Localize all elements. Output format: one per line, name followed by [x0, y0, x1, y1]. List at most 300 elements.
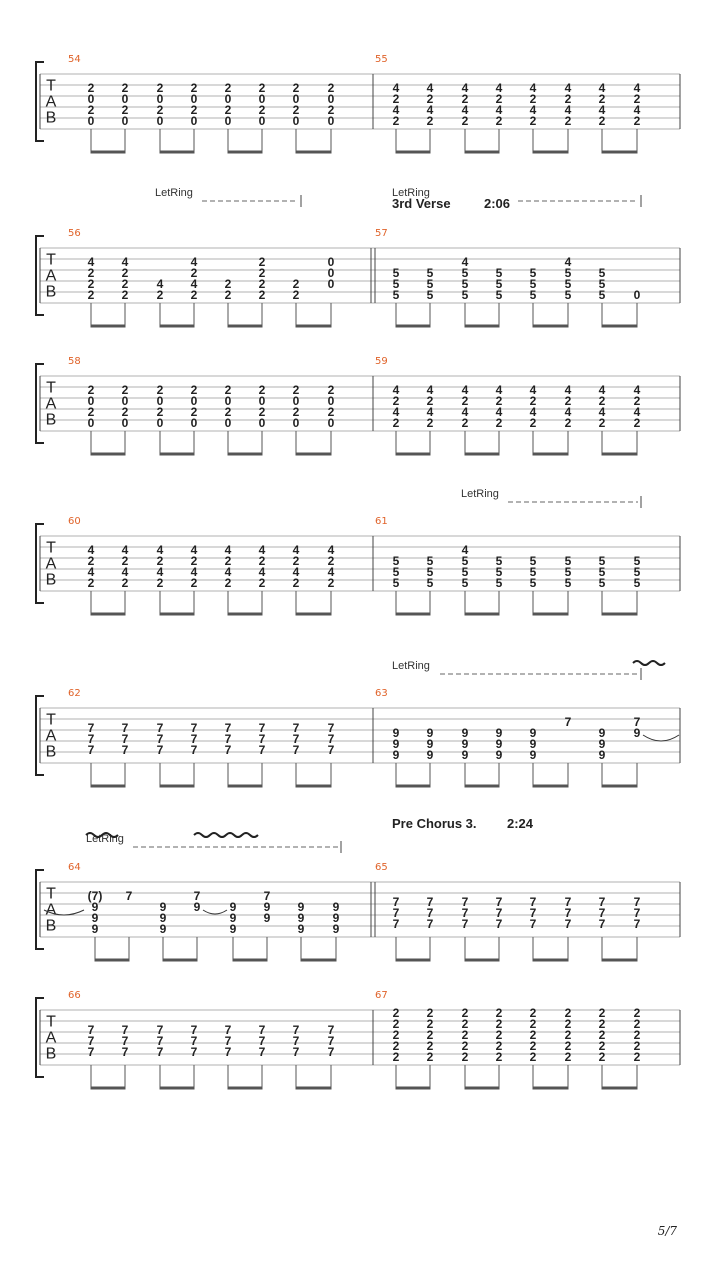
- fret-number: 0: [633, 288, 641, 302]
- fret-number: 7: [156, 732, 164, 746]
- fret-number: 2: [292, 277, 300, 291]
- fret-number: 9: [461, 737, 469, 751]
- fret-number: 5: [426, 277, 434, 291]
- fret-number: 0: [190, 92, 198, 106]
- fret-number: 2: [529, 1039, 537, 1053]
- fret-number: 0: [87, 114, 95, 128]
- tab-clef-letter: A: [45, 1029, 57, 1047]
- fret-number: 2: [529, 416, 537, 430]
- fret-number: 4: [190, 255, 198, 269]
- tab-clef-letter: T: [46, 539, 56, 557]
- fret-number: 9: [159, 900, 167, 914]
- fret-number: 2: [224, 288, 232, 302]
- fret-number: 2: [87, 288, 95, 302]
- fret-number: 4: [292, 565, 300, 579]
- fret-number: 4: [461, 255, 469, 269]
- fret-number: 9: [263, 911, 271, 925]
- fret-number: 2: [224, 554, 232, 568]
- tab-clef-letter: T: [46, 379, 56, 397]
- fret-number: 2: [121, 288, 129, 302]
- fret-number: 0: [87, 92, 95, 106]
- measure-number: 55: [375, 54, 388, 65]
- fret-number: 7: [156, 1045, 164, 1059]
- fret-number: 7: [263, 889, 271, 903]
- fret-number: 7: [598, 895, 606, 909]
- fret-number: 5: [598, 554, 606, 568]
- fret-number: 2: [121, 405, 129, 419]
- fret-number: 9: [332, 911, 340, 925]
- fret-number: 5: [392, 277, 400, 291]
- fret-number: 0: [258, 416, 266, 430]
- fret-number: 2: [156, 383, 164, 397]
- fret-number: 2: [529, 1050, 537, 1064]
- fret-number: 7: [564, 715, 572, 729]
- fret-number: 0: [224, 92, 232, 106]
- fret-number: 2: [633, 114, 641, 128]
- fret-number: 7: [461, 906, 469, 920]
- fret-number: 2: [258, 103, 266, 117]
- fret-number: 9: [297, 911, 305, 925]
- fret-number: 4: [529, 103, 537, 117]
- tab-clef-letter: A: [45, 901, 57, 919]
- fret-number: 2: [224, 81, 232, 95]
- fret-number: 2: [327, 405, 335, 419]
- fret-number: 0: [327, 416, 335, 430]
- fret-number: 2: [564, 1050, 572, 1064]
- fret-number: 7: [224, 1023, 232, 1037]
- fret-number: 2: [87, 383, 95, 397]
- fret-number: 7: [461, 917, 469, 931]
- fret-number: 0: [327, 394, 335, 408]
- fret-number: 7: [495, 895, 503, 909]
- fret-number: 4: [633, 405, 641, 419]
- fret-number: 9: [91, 911, 99, 925]
- fret-number: 9: [495, 748, 503, 762]
- measure-number: 65: [375, 862, 388, 873]
- fret-number: 9: [263, 900, 271, 914]
- fret-number: 0: [121, 416, 129, 430]
- fret-number: 7: [190, 1034, 198, 1048]
- fret-number: 2: [121, 81, 129, 95]
- tab-clef-letter: A: [45, 395, 57, 413]
- let-ring-label: LetRing: [155, 187, 193, 199]
- fret-number: 2: [461, 114, 469, 128]
- section-title: Pre Chorus 3.: [392, 816, 477, 831]
- fret-number: 5: [564, 277, 572, 291]
- fret-number: 7: [529, 906, 537, 920]
- fret-number: 4: [121, 565, 129, 579]
- fret-number: 0: [156, 394, 164, 408]
- fret-number: 5: [495, 565, 503, 579]
- fret-number: 2: [190, 103, 198, 117]
- fret-number: 4: [87, 543, 95, 557]
- fret-number: 7: [87, 732, 95, 746]
- fret-number: 7: [461, 895, 469, 909]
- tab-system-6: [36, 816, 680, 960]
- fret-number: 2: [292, 103, 300, 117]
- page-number: 5/7: [657, 1224, 677, 1238]
- fret-number: 0: [224, 416, 232, 430]
- fret-number: 7: [121, 1023, 129, 1037]
- fret-number: 2: [426, 114, 434, 128]
- measure-number: 64: [68, 862, 81, 873]
- fret-number: 7: [292, 743, 300, 757]
- fret-number: 4: [156, 277, 164, 291]
- fret-number: 7: [190, 732, 198, 746]
- tab-system-7: [36, 990, 680, 1088]
- fret-number: 0: [224, 394, 232, 408]
- fret-number: 5: [495, 266, 503, 280]
- fret-number: 2: [461, 1039, 469, 1053]
- fret-number: 2: [258, 288, 266, 302]
- fret-number: 9: [91, 900, 99, 914]
- fret-number: 2: [156, 81, 164, 95]
- fret-number: 7: [224, 721, 232, 735]
- fret-number: 7: [258, 1023, 266, 1037]
- fret-number: 2: [598, 1028, 606, 1042]
- fret-number: 2: [598, 92, 606, 106]
- fret-number: 2: [598, 394, 606, 408]
- fret-number: 9: [297, 922, 305, 936]
- fret-number: 4: [461, 81, 469, 95]
- fret-number: 7: [392, 917, 400, 931]
- fret-number: 2: [121, 554, 129, 568]
- fret-number: 9: [598, 726, 606, 740]
- fret-number: 7: [327, 1034, 335, 1048]
- fret-number: 5: [529, 277, 537, 291]
- fret-number: 5: [392, 576, 400, 590]
- fret-number: 0: [327, 114, 335, 128]
- fret-number: 7: [327, 1045, 335, 1059]
- fret-number: 2: [461, 1006, 469, 1020]
- measure-number: 59: [375, 356, 388, 367]
- fret-number: 9: [495, 726, 503, 740]
- fret-number: 2: [495, 1050, 503, 1064]
- fret-number: 5: [598, 565, 606, 579]
- tab-clef-letter: A: [45, 727, 57, 745]
- let-ring-label: LetRing: [392, 660, 430, 672]
- fret-number: 5: [461, 288, 469, 302]
- fret-number: 2: [495, 1028, 503, 1042]
- fret-number: 7: [292, 732, 300, 746]
- fret-number: 9: [392, 748, 400, 762]
- fret-number: 5: [633, 554, 641, 568]
- fret-number: 5: [426, 565, 434, 579]
- fret-number: 0: [258, 114, 266, 128]
- fret-number: 2: [564, 92, 572, 106]
- fret-number: 4: [392, 405, 400, 419]
- fret-number: 5: [392, 554, 400, 568]
- fret-number: 0: [87, 394, 95, 408]
- fret-number: 5: [564, 554, 572, 568]
- measure-number: 66: [68, 990, 81, 1001]
- fret-number: 5: [495, 288, 503, 302]
- fret-number: 7: [193, 889, 201, 903]
- fret-number: 2: [258, 255, 266, 269]
- fret-number: 7: [190, 721, 198, 735]
- fret-number: 5: [529, 288, 537, 302]
- fret-number: 2: [292, 81, 300, 95]
- fret-number: 7: [598, 917, 606, 931]
- measure-number: 67: [375, 990, 388, 1001]
- fret-number: 7: [598, 906, 606, 920]
- fret-number: 2: [426, 1006, 434, 1020]
- tab-clef-letter: T: [46, 711, 56, 729]
- fret-number: 4: [461, 103, 469, 117]
- fret-number: 4: [633, 103, 641, 117]
- fret-number: 5: [564, 565, 572, 579]
- fret-number: 9: [193, 900, 201, 914]
- fret-number: 2: [598, 1017, 606, 1031]
- fret-number: 9: [529, 726, 537, 740]
- fret-number: 5: [426, 288, 434, 302]
- fret-number: 4: [495, 103, 503, 117]
- tab-clef-letter: A: [45, 93, 57, 111]
- fret-number: 4: [87, 255, 95, 269]
- fret-number: 0: [327, 92, 335, 106]
- fret-number: 0: [292, 394, 300, 408]
- fret-number: 2: [529, 1028, 537, 1042]
- fret-number: 2: [461, 1017, 469, 1031]
- fret-number: 5: [598, 576, 606, 590]
- fret-number: 7: [292, 1045, 300, 1059]
- fret-number: 2: [258, 277, 266, 291]
- fret-number: 2: [156, 576, 164, 590]
- fret-number: 4: [190, 565, 198, 579]
- measure-number: 62: [68, 688, 81, 699]
- fret-number: 2: [87, 277, 95, 291]
- fret-number: 2: [633, 416, 641, 430]
- fret-number: 7: [190, 743, 198, 757]
- fret-number: 2: [224, 383, 232, 397]
- fret-number: 4: [495, 383, 503, 397]
- fret-number: 2: [224, 405, 232, 419]
- fret-number: 2: [327, 554, 335, 568]
- fret-number: 7: [258, 721, 266, 735]
- fret-number: 4: [461, 405, 469, 419]
- fret-number: 4: [224, 565, 232, 579]
- fret-number: 2: [495, 1006, 503, 1020]
- fret-number: 0: [156, 114, 164, 128]
- section-time: 2:24: [507, 816, 534, 831]
- fret-number: 2: [87, 266, 95, 280]
- fret-number: 2: [121, 103, 129, 117]
- fret-number: 2: [121, 277, 129, 291]
- fret-number: 7: [564, 895, 572, 909]
- fret-number: 0: [327, 255, 335, 269]
- fret-number: 7: [633, 906, 641, 920]
- fret-number: 2: [529, 394, 537, 408]
- fret-number: 2: [190, 383, 198, 397]
- fret-number: 7: [121, 732, 129, 746]
- fret-number: 2: [495, 1017, 503, 1031]
- tab-clef-letter: B: [45, 411, 57, 429]
- fret-number: 4: [156, 565, 164, 579]
- fret-number: 9: [426, 726, 434, 740]
- fret-number: 7: [87, 721, 95, 735]
- fret-number: 7: [529, 895, 537, 909]
- fret-number: 5: [529, 554, 537, 568]
- fret-number: 2: [224, 103, 232, 117]
- fret-number: 7: [327, 743, 335, 757]
- fret-number: 0: [327, 266, 335, 280]
- fret-number: 2: [598, 1050, 606, 1064]
- fret-number: 5: [461, 565, 469, 579]
- fret-number: 2: [190, 405, 198, 419]
- fret-number: 2: [495, 416, 503, 430]
- fret-number: 7: [224, 732, 232, 746]
- fret-number: 2: [495, 114, 503, 128]
- fret-number: 2: [529, 114, 537, 128]
- tab-clef-letter: A: [45, 555, 57, 573]
- tab-system-1: [36, 54, 680, 152]
- fret-number: 7: [190, 1045, 198, 1059]
- fret-number: 4: [190, 543, 198, 557]
- fret-number: 7: [633, 895, 641, 909]
- fret-number: 2: [633, 1050, 641, 1064]
- fret-number: 2: [224, 277, 232, 291]
- fret-number: 5: [461, 554, 469, 568]
- fret-number: 7: [392, 906, 400, 920]
- fret-number: 4: [564, 81, 572, 95]
- fret-number: 2: [564, 416, 572, 430]
- fret-number: 5: [392, 565, 400, 579]
- fret-number: 2: [156, 288, 164, 302]
- fret-number: 9: [229, 922, 237, 936]
- fret-number: 5: [529, 576, 537, 590]
- fret-number: 7: [564, 906, 572, 920]
- fret-number: 2: [598, 1006, 606, 1020]
- tie-arc: [203, 910, 227, 914]
- fret-number: 4: [598, 383, 606, 397]
- fret-number: 5: [598, 288, 606, 302]
- fret-number: 4: [224, 543, 232, 557]
- fret-number: 2: [598, 416, 606, 430]
- fret-number: 0: [87, 416, 95, 430]
- section-time: 2:06: [484, 196, 511, 211]
- fret-number: 4: [121, 543, 129, 557]
- fret-number: 4: [461, 543, 469, 557]
- fret-number: 2: [258, 81, 266, 95]
- fret-number: 4: [156, 543, 164, 557]
- fret-number: 7: [327, 721, 335, 735]
- fret-number: 7: [224, 1034, 232, 1048]
- fret-number: 4: [426, 81, 434, 95]
- fret-number: 2: [529, 1017, 537, 1031]
- fret-number: 2: [392, 1028, 400, 1042]
- tab-clef-letter: T: [46, 1013, 56, 1031]
- measure-number: 61: [375, 516, 388, 527]
- tab-clef-letter: T: [46, 251, 56, 269]
- fret-number: 7: [156, 1034, 164, 1048]
- fret-number: 2: [190, 266, 198, 280]
- fret-number: 9: [633, 726, 641, 740]
- fret-number: 2: [258, 405, 266, 419]
- fret-number: 2: [292, 554, 300, 568]
- fret-number: 2: [495, 394, 503, 408]
- fret-number: 7: [426, 917, 434, 931]
- fret-number: 4: [190, 277, 198, 291]
- fret-number: 0: [156, 416, 164, 430]
- fret-number: 2: [87, 554, 95, 568]
- fret-number: 7: [190, 1023, 198, 1037]
- fret-number: 2: [461, 1028, 469, 1042]
- fret-number: 4: [598, 405, 606, 419]
- fret-number: 2: [529, 1006, 537, 1020]
- fret-number: 7: [121, 1045, 129, 1059]
- fret-number: 4: [564, 255, 572, 269]
- fret-number: 4: [327, 565, 335, 579]
- tab-clef-letter: B: [45, 283, 57, 301]
- fret-number: 5: [564, 576, 572, 590]
- fret-number: 9: [297, 900, 305, 914]
- fret-number: 4: [529, 383, 537, 397]
- fret-number: 2: [633, 1039, 641, 1053]
- fret-number: 2: [392, 416, 400, 430]
- fret-number: 2: [564, 1006, 572, 1020]
- tab-clef-letter: T: [46, 77, 56, 95]
- fret-number: 7: [633, 917, 641, 931]
- fret-number: 2: [224, 576, 232, 590]
- fret-number: 2: [292, 576, 300, 590]
- fret-number: 9: [461, 726, 469, 740]
- fret-number: 7: [156, 1023, 164, 1037]
- fret-number: 0: [121, 114, 129, 128]
- fret-number: 4: [598, 103, 606, 117]
- fret-number: 2: [87, 103, 95, 117]
- fret-number: 7: [121, 743, 129, 757]
- fret-number: 7: [224, 743, 232, 757]
- fret-number: 5: [495, 554, 503, 568]
- fret-number: 2: [190, 576, 198, 590]
- fret-number: 7: [224, 1045, 232, 1059]
- fret-number: 4: [529, 405, 537, 419]
- fret-number: 5: [426, 576, 434, 590]
- fret-number: 0: [292, 114, 300, 128]
- fret-number: 2: [426, 92, 434, 106]
- fret-number: 0: [190, 416, 198, 430]
- fret-number: 4: [121, 255, 129, 269]
- vibrato-mark: [194, 833, 258, 837]
- fret-number: 2: [633, 394, 641, 408]
- fret-number: 9: [495, 737, 503, 751]
- fret-number: 4: [327, 543, 335, 557]
- fret-number: 2: [121, 576, 129, 590]
- fret-number: 2: [87, 405, 95, 419]
- vibrato-mark: [633, 661, 665, 665]
- fret-number: 0: [190, 394, 198, 408]
- fret-number: 2: [461, 394, 469, 408]
- fret-number: 2: [121, 266, 129, 280]
- let-ring-label: LetRing: [86, 833, 124, 845]
- fret-number: 2: [529, 92, 537, 106]
- fret-number: 7: [292, 721, 300, 735]
- fret-number: 7: [87, 743, 95, 757]
- fret-number: 5: [598, 266, 606, 280]
- fret-number: 7: [564, 917, 572, 931]
- fret-number: 5: [392, 288, 400, 302]
- fret-number: 2: [633, 1006, 641, 1020]
- fret-number: 7: [426, 906, 434, 920]
- fret-number: 2: [258, 576, 266, 590]
- fret-number: 9: [229, 911, 237, 925]
- fret-number: 2: [426, 1017, 434, 1031]
- measure-number: 56: [68, 228, 81, 239]
- fret-number: 4: [564, 103, 572, 117]
- fret-number: 2: [426, 416, 434, 430]
- tab-system-3: [36, 356, 680, 454]
- fret-number: 0: [258, 92, 266, 106]
